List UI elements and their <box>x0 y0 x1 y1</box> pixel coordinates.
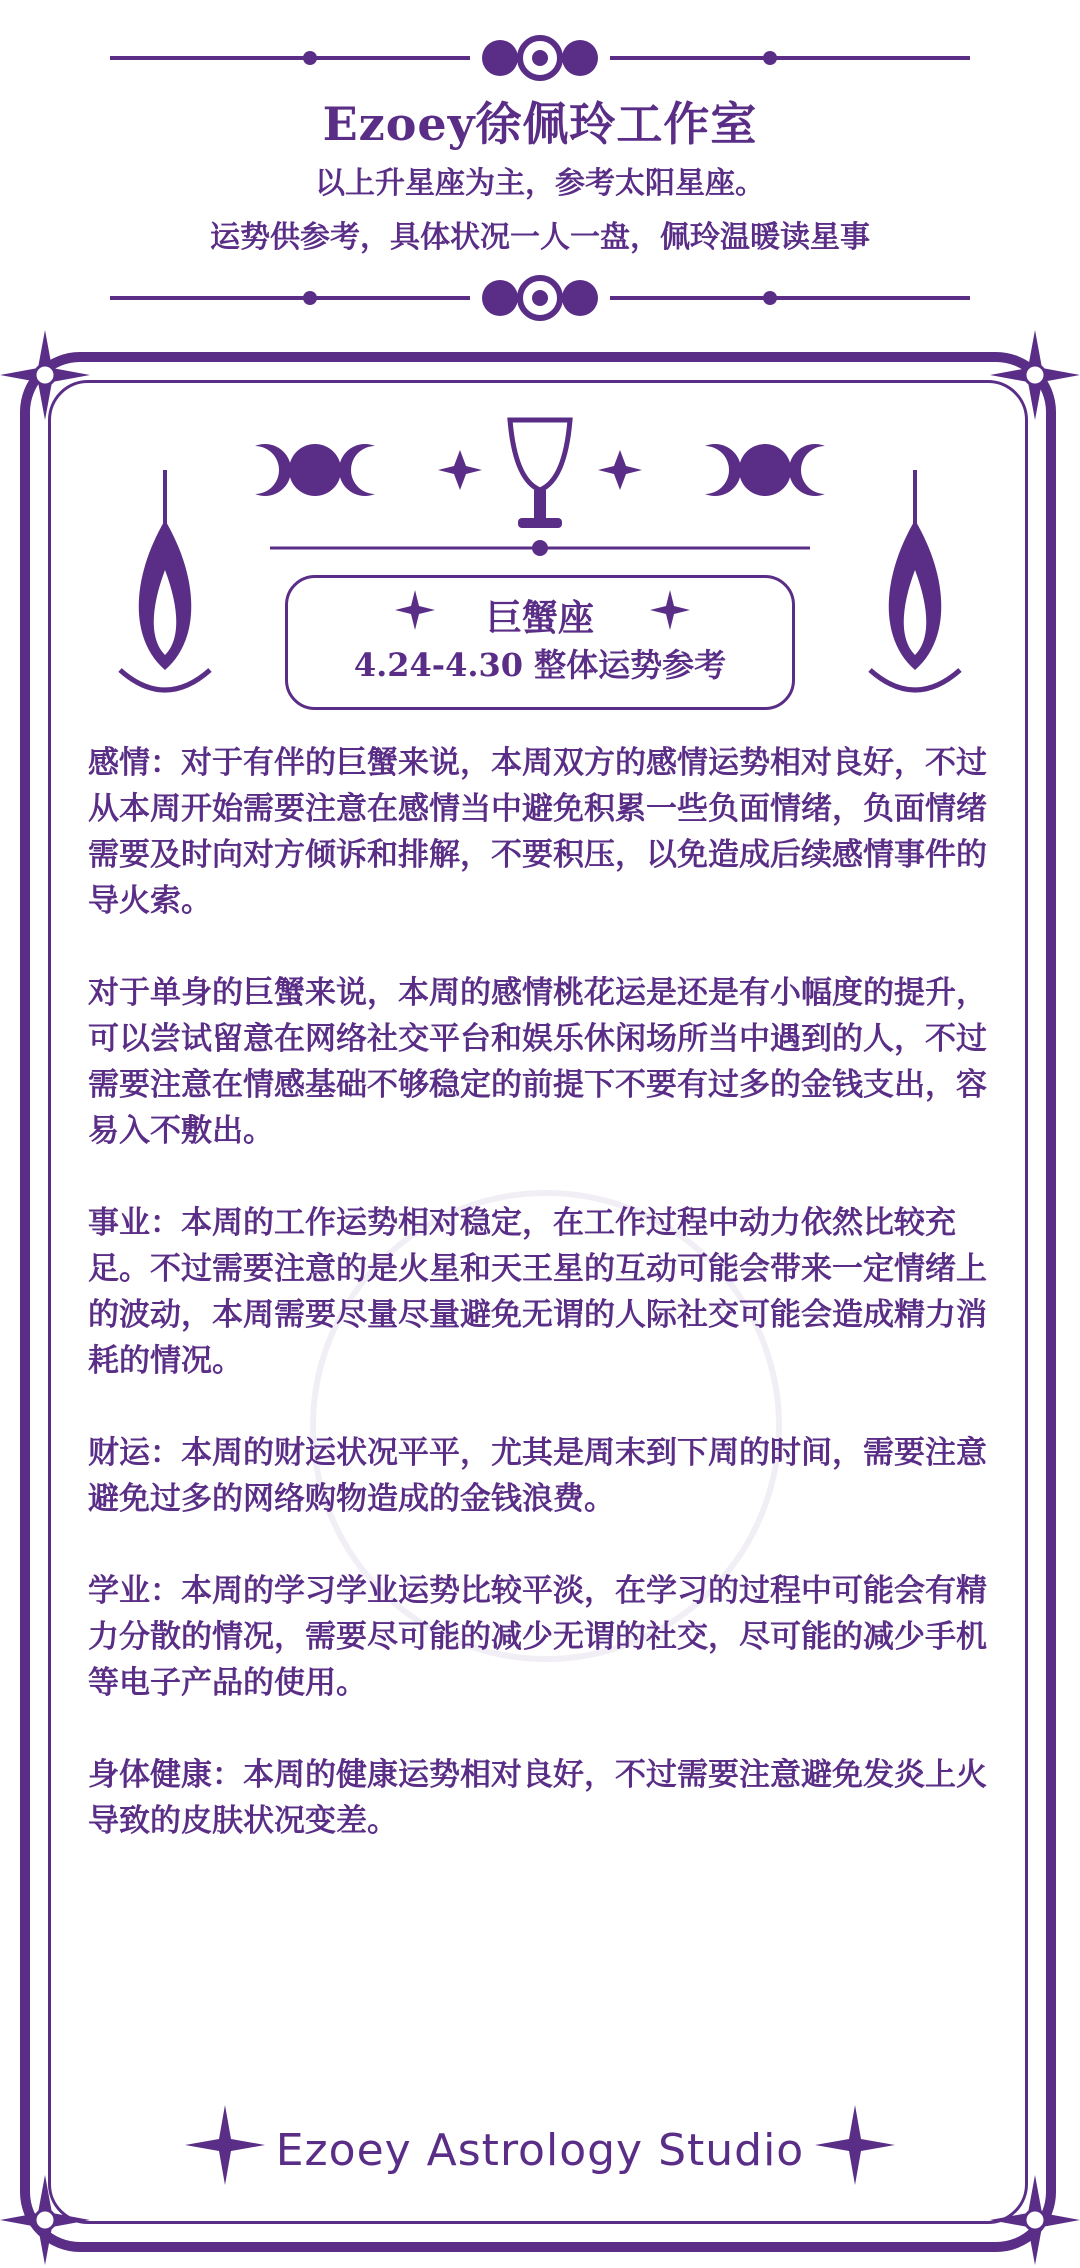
forecast-content <box>88 740 993 1890</box>
flame-ornament-icon <box>860 470 970 700</box>
corner-star-icon <box>990 330 1080 420</box>
top-ornament-divider <box>0 28 1080 88</box>
love-paragraph: 感情：对于有伴的巨蟹来说，本周双方的感情运势相对良好，不过从本周开始需要注意在感情当中避免积累一些负面情绪，负面情绪需要及时向对方倾诉和排解，不要积压，以免造成后续感情事件的导火索。 <box>88 745 987 919</box>
health-paragraph: 身体健康：本周的健康运势相对良好，不过需要注意避免发炎上火导致的皮肤状况变差。 <box>88 1757 987 1839</box>
subtitle-line-2: 运势供参考，具体状况一人一盘，佩玲温暖读星事 <box>210 220 870 255</box>
subtitle-line-1: 以上升星座为主，参考太阳星座。 <box>315 166 765 201</box>
footer-studio-name: Ezoey Astrology Studio <box>275 2125 805 2176</box>
moon-chalice-ornament <box>230 410 850 580</box>
single-love-paragraph: 对于单身的巨蟹来说，本周的感情桃花运是还是有小幅度的提升，可以尝试留意在网络社交平台和娱乐休闲场所当中遇到的人，不过需要注意在情感基础不够稳定的前提下不要有过多的金钱支出，容易入不敷出。 <box>88 975 987 1149</box>
career-paragraph: 事业：本周的工作运势相对稳定，在工作过程中动力依然比较充足。不过需要注意的是火星和天王星的互动可能会带来一定情绪上的波动，本周需要尽量尽量避免无谓的人际社交可能会造成精力消耗的情况。 <box>88 1205 987 1379</box>
wealth-paragraph: 财运：本周的财运状况平平，尤其是周末到下周的时间，需要注意避免过多的网络购物造成的金钱浪费。 <box>88 1435 987 1517</box>
zodiac-sign-title: 巨蟹座 <box>485 597 594 639</box>
bottom-ornament-divider <box>0 268 1080 328</box>
studio-title: Ezoey徐佩玲工作室 <box>322 97 758 151</box>
flame-ornament-icon <box>110 470 220 700</box>
corner-star-icon <box>990 2175 1080 2265</box>
corner-star-icon <box>0 330 90 420</box>
forecast-period: 4.24-4.30 整体运势参考 <box>353 646 727 684</box>
study-paragraph: 学业：本周的学习学业运势比较平淡，在学习的过程中可能会有精力分散的情况，需要尽可能的减少无谓的社交，尽可能的减少手机等电子产品的使用。 <box>88 1573 987 1701</box>
corner-star-icon <box>0 2175 90 2265</box>
